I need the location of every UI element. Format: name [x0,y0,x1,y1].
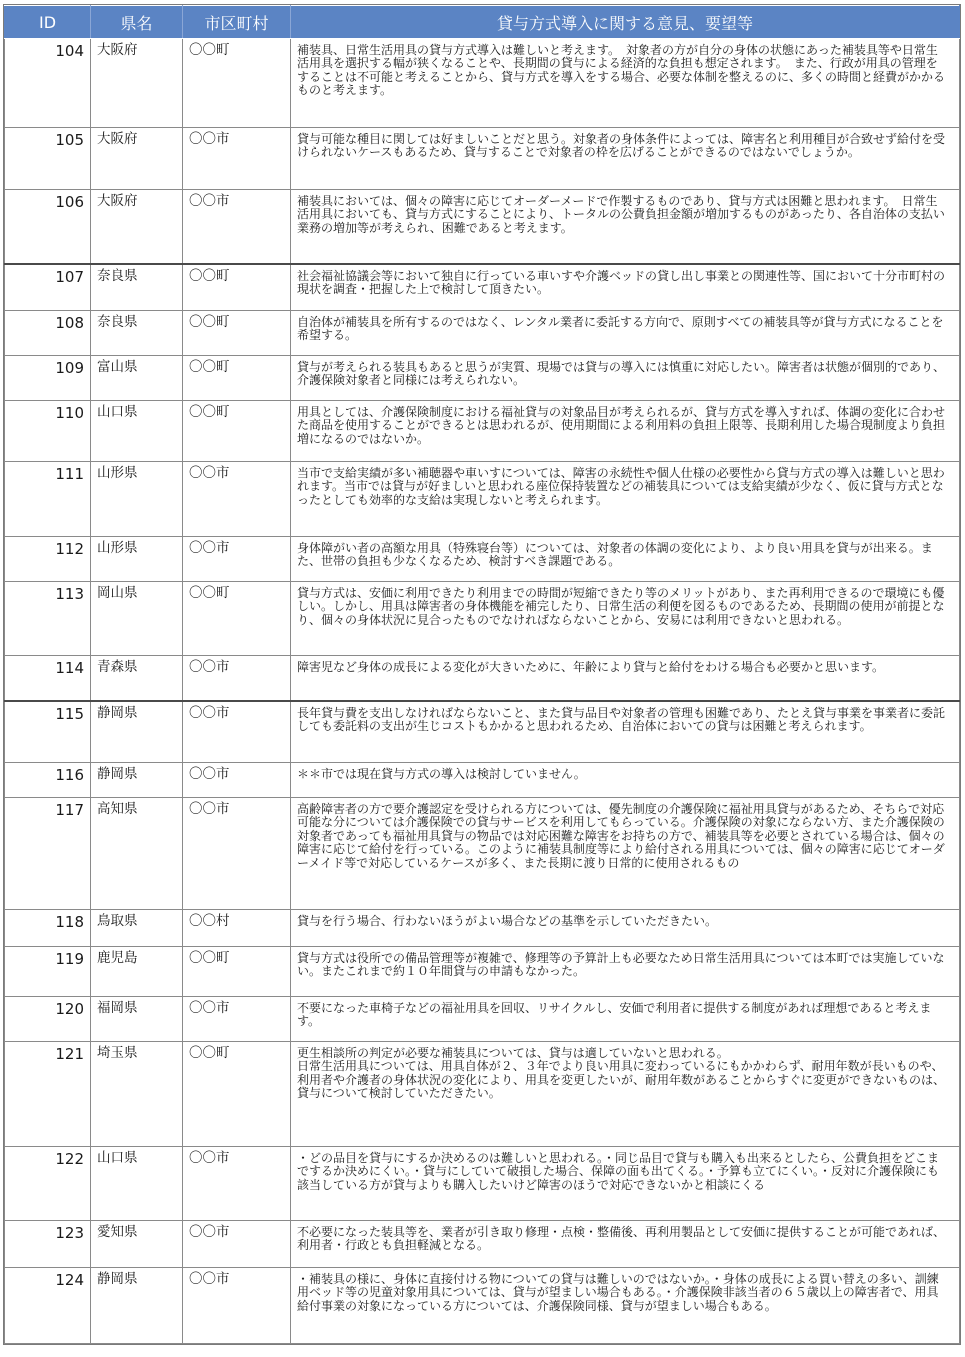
row-opinion-cell: 身体障がい者の高額な用具（特殊寝台等）については、対象者の体調の変化により、より良い用具を貸与が出来る。また、世帯の負担も少なくなるため、検討すべき課題である。 [291,537,960,582]
row-id-cell: 119 [5,947,91,997]
row-id-cell: 122 [5,1147,91,1221]
row-prefecture-cell: 大阪府 [91,39,183,128]
row-id-cell: 104 [5,39,91,128]
row-municipality-cell: 〇〇市 [183,701,291,763]
table-row [5,910,960,947]
row-opinion-cell: 貸与方式は、安価に利用できたり利用までの時間が短縮できたり等のメリットがあり、また再利用できるので環境にも優しい。しかし、用具は障害者の身体機能を補完したり、日常生活の利便を図るものであるため、長期間の使用が前提となり、個々の身体状況に見合ったものでなければならないことから、安易には利用できないと思われる。 [291,582,960,656]
row-opinion-cell: 補装具においては、個々の障害に応じてオーダーメードで作製するものであり、貸与方式は困難と思われます。 日常生活用具においても、貸与方式にすることにより、トータルの公費負担金額が増加するものがあったり、各自治体の支払い業務の増加等が考えられ、困難であると考えます。 [291,190,960,264]
header-id: ID [5,6,91,39]
opinion-table-container [3,4,961,1345]
table-row [5,656,960,701]
row-opinion-cell: 補装具、日常生活用具の貸与方式導入は難しいと考えます。 対象者の方が自分の身体の状態にあった補装具等や日常生活用具を選択する幅が狭くなることや、長期間の貸与による経済的な負担も想定されます。 また、行政が用具の管理をすることは不可能と考えることから、貸与方式を導入をする場合、必要な体制を整えるのに、多くの時間と経費がかかるものと考えます。 [291,39,960,128]
row-opinion-cell: 長年貸与費を支出しなければならないこと、また貸与品目や対象者の管理も困難であり、たとえ貸与事業を事業者に委託しても委託料の支出が生じコストもかかると思われるため、自治体においての貸与は困難と考えられます。 [291,701,960,763]
row-municipality-cell: 〇〇市 [183,656,291,701]
row-opinion-cell: ・どの品目を貸与にするか決めるのは難しいと思われる。・同じ品目で貸与も購入も出来るとしたら、公費負担をどこまでするか決めにくい。・貸与にしていて破損した場合、保障の面も出てくる。・予算も立てにくい。・反対に介護保険にも該当している方が貸与よりも購入したいけど障害のほうで対応できないかと相談にくる [291,1147,960,1221]
row-prefecture-cell: 富山県 [91,356,183,401]
row-id-cell: 109 [5,356,91,401]
row-municipality-cell: 〇〇市 [183,128,291,190]
table-row [5,582,960,656]
row-prefecture-cell: 静岡県 [91,763,183,798]
row-id-cell: 106 [5,190,91,264]
table-row [5,701,960,763]
table-row [5,311,960,356]
row-opinion-cell: 高齢障害者の方で要介護認定を受けられる方については、優先制度の介護保険に福祉用具貸与があるため、そちらで対応可能な分については介護保険での貸与サービスを利用してもらっている。介護保険の対象にならない方、また介護保険の対象者であっても福祉用具貸与の物品では対応困難な障害をお持ちの方で、補装具等を必要とされている場合は、個々の障害に応じて給付を行っている。このように補装具制度等により給付される用具については、個々の障害に応じてオーダーメイド等で対応しているケースが多く、また長期に渡り日常的に使用されるもの [291,798,960,910]
row-municipality-cell: 〇〇町 [183,947,291,997]
row-municipality-cell: 〇〇市 [183,1268,291,1344]
row-opinion-cell: 社会福祉協議会等において独自に行っている車いすや介護ベッドの貸し出し事業との関連性等、国において十分市町村の現状を調査・把握した上で検討して頂きたい。 [291,264,960,311]
row-municipality-cell: 〇〇市 [183,1147,291,1221]
row-id-cell: 115 [5,701,91,763]
row-municipality-cell: 〇〇市 [183,798,291,910]
row-municipality-cell: 〇〇村 [183,910,291,947]
row-municipality-cell: 〇〇町 [183,1042,291,1147]
opinion-table [4,5,960,1344]
table-row [5,947,960,997]
row-opinion-cell: 貸与が考えられる装具もあると思うが実質、現場では貸与の導入には慎重に対応したい。障害者は状態が個別的であり、介護保険対象者と同様には考えられない。 [291,356,960,401]
table-row [5,1221,960,1268]
row-id-cell: 108 [5,311,91,356]
row-id-cell: 113 [5,582,91,656]
row-prefecture-cell: 鹿児島 [91,947,183,997]
row-opinion-cell: 不要になった車椅子などの福祉用具を回収、リサイクルし、安価で利用者に提供する制度があれば理想であると考えます。 [291,997,960,1042]
row-prefecture-cell: 埼玉県 [91,1042,183,1147]
row-opinion-cell: 更生相談所の判定が必要な補装具については、貸与は適していないと思われる。 日常生活用具については、用具自体が２、３年でより良い用具に変わっているにもかかわらず、耐用年数が長いものや、利用者や介護者の身体状況の変化により、用具を変更したいが、耐用年数があることからすぐに変更ができないものは、貸与について検討していただきたい。 [291,1042,960,1147]
row-municipality-cell: 〇〇市 [183,190,291,264]
row-id-cell: 114 [5,656,91,701]
table-row [5,39,960,128]
table-row [5,1147,960,1221]
header-opinion: 貸与方式導入に関する意見、要望等 [291,6,960,39]
row-prefecture-cell: 山口県 [91,1147,183,1221]
row-municipality-cell: 〇〇市 [183,763,291,798]
row-opinion-cell: ・補装具の様に、身体に直接付ける物についての貸与は難しいのではないか。・身体の成長による買い替えの多い、訓練用ベッド等の児童対象用具については、貸与が望ましい場合もある。・介護保険非該当者の６５歳以上の障害者で、用具給付事業の対象になっている方については、介護保険同様、貸与が望ましい場合もある。 [291,1268,960,1344]
table-row [5,1268,960,1344]
row-opinion-cell: 貸与方式は役所での備品管理等が複雑で、修理等の予算計上も必要なため日常生活用具については本町では実施していない。またこれまで約１０年間貸与の申請もなかった。 [291,947,960,997]
row-prefecture-cell: 愛知県 [91,1221,183,1268]
row-id-cell: 120 [5,997,91,1042]
row-prefecture-cell: 山口県 [91,401,183,462]
table-header [5,6,960,39]
table-row [5,401,960,462]
row-municipality-cell: 〇〇市 [183,537,291,582]
row-id-cell: 107 [5,264,91,311]
row-id-cell: 110 [5,401,91,462]
table-row [5,763,960,798]
row-prefecture-cell: 岡山県 [91,582,183,656]
header-municipality: 市区町村 [183,6,291,39]
row-opinion-cell: 貸与を行う場合、行わないほうがよい場合などの基準を示していただきたい。 [291,910,960,947]
row-prefecture-cell: 青森県 [91,656,183,701]
table-row [5,1042,960,1147]
row-prefecture-cell: 高知県 [91,798,183,910]
row-prefecture-cell: 奈良県 [91,311,183,356]
row-municipality-cell: 〇〇町 [183,39,291,128]
table-row [5,128,960,190]
row-id-cell: 124 [5,1268,91,1344]
row-opinion-cell: 当市で支給実績が多い補聴器や車いすについては、障害の永続性や個人仕様の必要性から貸与方式の導入は難しいと思われます。当市では貸与が好ましいと思われる座位保持装置などの補装具については支給実績が少なく、仮に貸与方式となったとしても効率的な支給は実現しないと考えられます。 [291,462,960,537]
row-id-cell: 118 [5,910,91,947]
row-prefecture-cell: 福岡県 [91,997,183,1042]
row-id-cell: 117 [5,798,91,910]
row-prefecture-cell: 奈良県 [91,264,183,311]
table-row [5,264,960,311]
table-row [5,798,960,910]
row-municipality-cell: 〇〇町 [183,311,291,356]
table-row [5,462,960,537]
row-prefecture-cell: 山形県 [91,537,183,582]
row-prefecture-cell: 山形県 [91,462,183,537]
table-body [5,39,960,1344]
row-prefecture-cell: 鳥取県 [91,910,183,947]
table-row [5,537,960,582]
row-id-cell: 105 [5,128,91,190]
table-row [5,356,960,401]
row-id-cell: 121 [5,1042,91,1147]
row-municipality-cell: 〇〇町 [183,264,291,311]
table-row [5,997,960,1042]
row-id-cell: 111 [5,462,91,537]
header-prefecture: 県名 [91,6,183,39]
row-id-cell: 116 [5,763,91,798]
row-opinion-cell: ＊＊市では現在貸与方式の導入は検討していません。 [291,763,960,798]
row-municipality-cell: 〇〇市 [183,462,291,537]
row-id-cell: 112 [5,537,91,582]
row-opinion-cell: 貸与可能な種目に関しては好ましいことだと思う。対象者の身体条件によっては、障害名と利用種目が合致せず給付を受けられないケースもあるため、貸与することで対象者の枠を広げることができるのではないでしょうか。 [291,128,960,190]
row-municipality-cell: 〇〇町 [183,356,291,401]
row-opinion-cell: 自治体が補装具を所有するのではなく、レンタル業者に委託する方向で、原則すべての補装具等が貸与方式になることを希望する。 [291,311,960,356]
row-prefecture-cell: 大阪府 [91,128,183,190]
table-row [5,190,960,264]
row-opinion-cell: 不必要になった装具等を、業者が引き取り修理・点検・整備後、再利用製品として安価に提供することが可能であれば、利用者・行政とも負担軽減となる。 [291,1221,960,1268]
row-municipality-cell: 〇〇市 [183,997,291,1042]
row-prefecture-cell: 静岡県 [91,701,183,763]
row-prefecture-cell: 静岡県 [91,1268,183,1344]
row-municipality-cell: 〇〇市 [183,1221,291,1268]
row-id-cell: 123 [5,1221,91,1268]
row-opinion-cell: 用具としては、介護保険制度における福祉貸与の対象品目が考えられるが、貸与方式を導入すれば、体調の変化に合わせた商品を使用することができるとは思われるが、使用期間による利用料の負担上限等、長期利用した場合現制度より負担増になるのではないか。 [291,401,960,462]
row-municipality-cell: 〇〇町 [183,401,291,462]
row-municipality-cell: 〇〇町 [183,582,291,656]
row-prefecture-cell: 大阪府 [91,190,183,264]
row-opinion-cell: 障害児など身体の成長による変化が大きいために、年齢により貸与と給付をわける場合も必要かと思います。 [291,656,960,701]
